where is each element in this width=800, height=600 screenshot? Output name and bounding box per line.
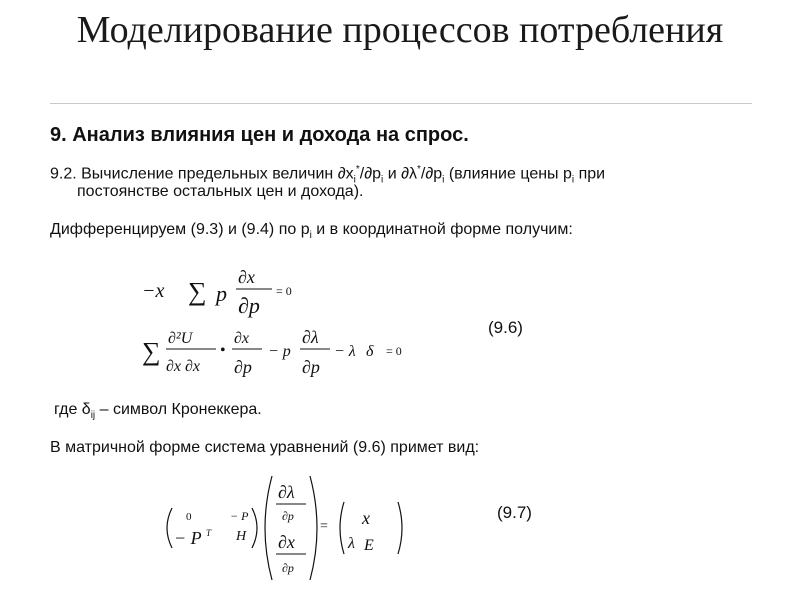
left-paren bbox=[265, 476, 272, 580]
minus-x: −x bbox=[142, 280, 165, 302]
minus-P: − P bbox=[230, 509, 249, 523]
superscript: * bbox=[416, 164, 421, 175]
text: /∂p bbox=[420, 165, 443, 183]
right-paren bbox=[252, 508, 257, 548]
text: /∂p bbox=[359, 165, 382, 183]
left-paren bbox=[340, 502, 344, 554]
subscript: ij bbox=[90, 410, 96, 422]
minus-p: − p bbox=[268, 343, 291, 360]
zero: 0 bbox=[186, 511, 192, 523]
text: ∂x bbox=[337, 165, 354, 183]
text: где δ bbox=[54, 401, 91, 418]
right-paren bbox=[398, 502, 402, 554]
dp-denominator-2: ∂p bbox=[282, 561, 294, 575]
subscript: i bbox=[381, 174, 384, 186]
text: при bbox=[574, 165, 606, 183]
p-var: p bbox=[216, 281, 227, 306]
subscript: i bbox=[571, 174, 575, 186]
subscript: i bbox=[309, 230, 312, 242]
text: (влияние цены p bbox=[444, 165, 572, 183]
text: и в координатной форме получим: bbox=[311, 221, 573, 238]
left-paren bbox=[167, 508, 172, 548]
H: H bbox=[236, 529, 247, 544]
matrix-form-line: В матричной форме система уравнений (9.6) примет вид: bbox=[50, 439, 480, 456]
section-heading: 9. Анализ влияния цен и дохода на спрос. bbox=[50, 124, 469, 146]
equals-zero: = 0 bbox=[276, 284, 292, 298]
dlam-numerator: ∂λ bbox=[278, 482, 295, 502]
dp-denominator: ∂p bbox=[282, 509, 294, 523]
equation-label-9-6: (9.6) bbox=[488, 318, 523, 337]
slide-title: Моделирование процессов потребления bbox=[76, 9, 724, 51]
dx-numerator: ∂x bbox=[278, 532, 295, 552]
dxdx-denominator: ∂x ∂x bbox=[166, 358, 201, 375]
E: E bbox=[364, 537, 374, 554]
right-paren bbox=[310, 476, 317, 580]
subscript: i bbox=[442, 174, 445, 186]
dp-denominator-3: ∂p bbox=[302, 357, 320, 377]
text: 9.2. Вычисление предельных величин bbox=[50, 165, 338, 183]
superscript: * bbox=[355, 164, 360, 175]
equation-label-9-7: (9.7) bbox=[497, 503, 532, 522]
text: и bbox=[383, 165, 402, 183]
formula-9-6 bbox=[130, 255, 430, 390]
transpose: T bbox=[206, 528, 212, 538]
text: – символ Кронеккера. bbox=[95, 401, 262, 418]
text: ∂λ bbox=[401, 165, 417, 183]
dp-denominator-2: ∂p bbox=[234, 357, 252, 377]
equals-sign: = bbox=[320, 519, 328, 534]
dxk-numerator: ∂x bbox=[234, 330, 250, 347]
differentiate-line bbox=[50, 220, 573, 246]
minus-lambda: − λ bbox=[334, 343, 356, 360]
formula-9-7 bbox=[160, 472, 420, 587]
equals-zero-2: = 0 bbox=[386, 344, 402, 358]
bullet: • bbox=[220, 342, 226, 359]
minus-PT: − P bbox=[174, 528, 202, 548]
x-star: x bbox=[362, 508, 370, 528]
sum-sign: ∑ bbox=[188, 277, 207, 306]
dlam-numerator: ∂λ bbox=[302, 327, 319, 347]
title-divider bbox=[50, 103, 752, 104]
dp-denominator: ∂p bbox=[238, 293, 260, 318]
kronecker-line bbox=[54, 400, 262, 426]
dx-numerator: ∂x bbox=[238, 267, 255, 287]
subsection-line-2: постоянстве остальных цен и дохода). bbox=[77, 183, 364, 200]
d2u-numerator: ∂²U bbox=[168, 330, 193, 347]
lambda: λ bbox=[348, 535, 355, 552]
text: Дифференцируем (9.3) и (9.4) по p bbox=[50, 221, 310, 238]
delta: δ bbox=[366, 343, 374, 360]
sum-sign-2: ∑ bbox=[142, 337, 161, 366]
subscript: i bbox=[353, 174, 356, 186]
